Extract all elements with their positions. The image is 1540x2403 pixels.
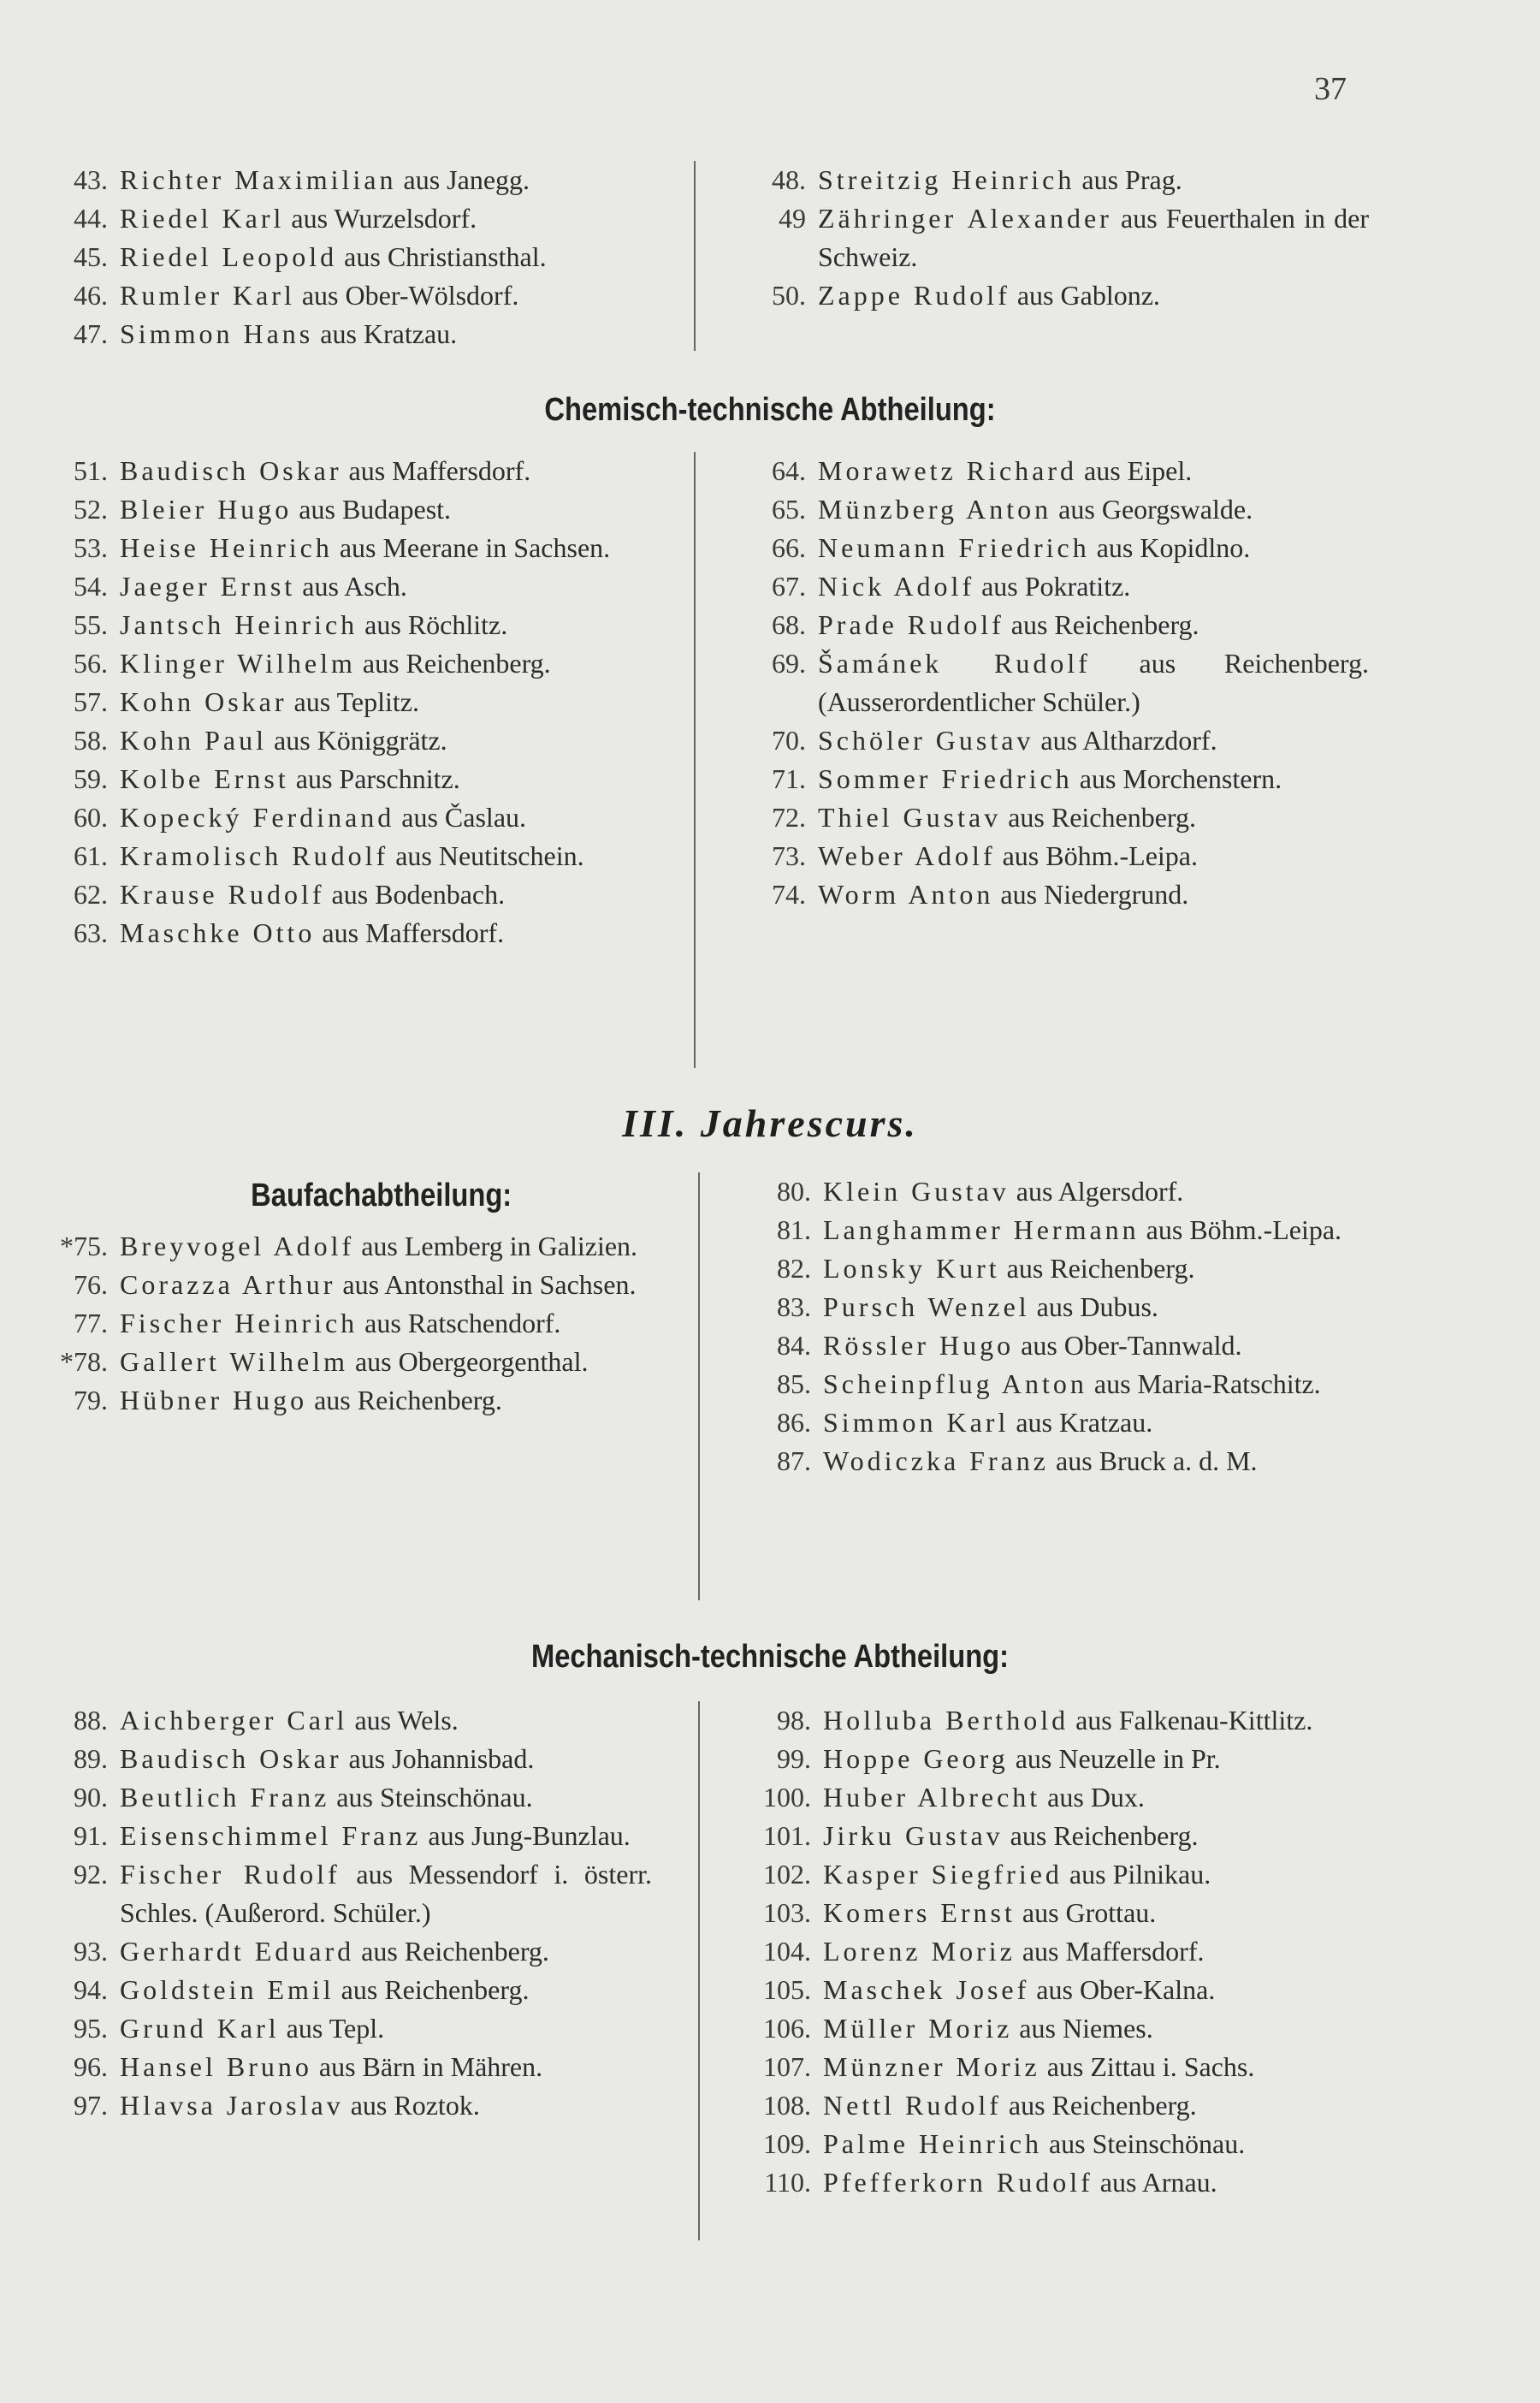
list-item [753, 276, 1369, 315]
entry-name: Rössler Hugo [823, 1330, 1015, 1361]
entry-origin: aus Zittau i. Sachs. [1040, 2051, 1255, 2082]
entry-name: Jirku Gustav [823, 1820, 1004, 1851]
entry-name: Streitzig Heinrich [818, 164, 1075, 195]
list-item [55, 1740, 652, 1778]
entry-origin: aus Morchenstern. [1072, 763, 1282, 794]
list-item [55, 2048, 652, 2086]
entry-name: Müller Moriz [823, 2013, 1013, 2044]
list-item [55, 199, 652, 238]
section-mechanisch [55, 1701, 1369, 2249]
entry-number: 49 [779, 203, 806, 234]
entry-number: 71. [772, 763, 806, 794]
list-item [758, 1288, 1369, 1326]
entry-name: Zappe Rudolf [818, 280, 1010, 311]
entry-origin: aus Steinschönau. [329, 1782, 533, 1813]
entry-number: 63. [74, 917, 108, 948]
entry-number: 65. [772, 494, 806, 525]
entry-origin: aus Grottau. [1015, 1897, 1157, 1928]
entry-origin: aus Meerane in Sachsen. [332, 532, 611, 563]
entry-name: Klinger Wilhelm [120, 648, 356, 679]
list-item [753, 567, 1369, 606]
entry-name: Fischer Heinrich [120, 1308, 358, 1338]
entry-origin: aus Böhm.-Leipa. [1139, 1214, 1342, 1245]
entry-number: 73. [772, 840, 806, 871]
list-item [758, 1403, 1369, 1442]
entry-name: Kohn Oskar [120, 686, 287, 717]
entry-origin: aus Pilnikau. [1062, 1859, 1211, 1890]
entry-number: 84. [777, 1330, 811, 1361]
entry-number: *78. [60, 1346, 108, 1377]
entry-name: Thiel Gustav [818, 802, 1002, 833]
entry-origin: aus Johannisbad. [341, 1743, 535, 1774]
entry-name: Kopecký Ferdinand [120, 802, 395, 833]
list-item [758, 1211, 1369, 1249]
entry-name: Wodiczka Franz [823, 1445, 1049, 1476]
column-right [758, 1172, 1369, 1480]
entry-number: 89. [74, 1743, 108, 1774]
entry-number: 50. [772, 280, 806, 311]
entry-number: 104. [763, 1936, 811, 1967]
entry-number: 107. [763, 2051, 811, 2082]
list-item [753, 644, 1369, 721]
list-item [55, 315, 652, 353]
column-left [55, 161, 652, 353]
list-item [753, 161, 1369, 199]
year-heading: III. Jahrescurs. [622, 1101, 918, 1145]
entry-origin: aus Niemes. [1012, 2013, 1153, 2044]
entry-number: 106. [763, 2013, 811, 2044]
entry-number: 99. [777, 1743, 811, 1774]
entry-name: Klein Gustav [823, 1176, 1010, 1207]
column-divider [694, 452, 696, 1068]
entry-name: Baudisch Oskar [120, 1743, 342, 1774]
entry-number: 110. [764, 2167, 811, 2198]
list-item [758, 1326, 1369, 1365]
list-item [55, 490, 652, 529]
entry-origin: aus Kopidlno. [1089, 532, 1251, 563]
entry-name: Hlavsa Jaroslav [120, 2090, 344, 2121]
list-item [758, 1971, 1369, 2009]
entry-origin: aus Kratzau. [313, 318, 458, 349]
entry-number: 92. [74, 1859, 108, 1890]
list-item [758, 1894, 1369, 1932]
entry-name: Palme Heinrich [823, 2128, 1042, 2159]
entry-name: Riedel Karl [120, 203, 285, 234]
entry-number: 54. [74, 571, 108, 602]
list-item [753, 529, 1369, 567]
entry-name: Corazza Arthur [120, 1269, 336, 1300]
list-item [753, 721, 1369, 760]
entry-origin: aus Roztok. [343, 2090, 480, 2121]
list-item [55, 1817, 652, 1855]
entry-number: 88. [74, 1705, 108, 1736]
list-item [758, 1778, 1369, 1817]
entry-name: Holluba Berthold [823, 1705, 1069, 1736]
entry-number: 85. [777, 1368, 811, 1399]
entry-origin: aus Reichenberg. [354, 1936, 549, 1967]
entry-name: Worm Anton [818, 879, 994, 910]
entry-number: 55. [74, 609, 108, 640]
entry-number: 56. [74, 648, 108, 679]
entry-name: Maschke Otto [120, 917, 316, 948]
entry-name: Sommer Friedrich [818, 763, 1073, 794]
entry-name: Kasper Siegfried [823, 1859, 1063, 1890]
list-item [753, 875, 1369, 914]
list-item [55, 1381, 652, 1420]
entry-origin: aus Böhm.-Leipa. [995, 840, 1198, 871]
entry-number: 82. [777, 1253, 811, 1284]
section-heading-chemisch: Chemisch-technische Abtheilung: [544, 392, 996, 428]
entry-name: Schöler Gustav [818, 725, 1034, 756]
list-item [758, 1172, 1369, 1211]
entry-number: 48. [772, 164, 806, 195]
list-item [758, 2048, 1369, 2086]
entry-origin: aus Maffersdorf. [341, 455, 531, 486]
entry-number: 59. [74, 763, 108, 794]
column-right [758, 1701, 1369, 2202]
entry-number: 69. [772, 648, 806, 679]
entry-origin: aus Ratschendorf. [358, 1308, 561, 1338]
entry-number: *75. [60, 1231, 108, 1261]
entry-name: Lonsky Kurt [823, 1253, 1000, 1284]
list-item [55, 1971, 652, 2009]
entry-name: Šamánek Rudolf [818, 648, 1091, 679]
entry-number: 87. [777, 1445, 811, 1476]
entry-origin: aus Lemberg in Galizien. [354, 1231, 638, 1261]
entry-number: 43. [74, 164, 108, 195]
list-item [758, 1249, 1369, 1288]
entry-number: 109. [763, 2128, 811, 2159]
list-item [758, 2009, 1369, 2048]
entry-name: Weber Adolf [818, 840, 996, 871]
entry-name: Scheinpflug Anton [823, 1368, 1087, 1399]
entry-origin: aus Maffersdorf. [1015, 1936, 1205, 1967]
list-item [55, 760, 652, 798]
page-number: 37 [1314, 71, 1347, 107]
list-item [758, 2086, 1369, 2125]
entry-number: 53. [74, 532, 108, 563]
list-item [753, 199, 1369, 276]
list-item [758, 1855, 1369, 1894]
entry-name: Gerhardt Eduard [120, 1936, 355, 1967]
column-divider [698, 1701, 700, 2240]
entry-origin: aus Tepl. [279, 2013, 385, 2044]
entry-origin: aus Reichenberg. [1003, 1820, 1199, 1851]
column-right [753, 452, 1369, 914]
column-left [55, 1701, 652, 2125]
entry-origin: aus Reichenberg. [999, 1253, 1195, 1284]
entry-number: 66. [772, 532, 806, 563]
list-item [55, 1304, 652, 1343]
list-item [55, 2086, 652, 2125]
list-item [758, 2163, 1369, 2202]
entry-origin: aus Dux. [1040, 1782, 1145, 1813]
entry-name: Krause Rudolf [120, 879, 325, 910]
list-item [758, 1365, 1369, 1403]
list-item [55, 238, 652, 276]
entry-origin: aus Budapest. [292, 494, 452, 525]
entry-name: Goldstein Emil [120, 1974, 335, 2005]
list-item [55, 1266, 652, 1304]
entry-origin: aus Reichenberg. (Ausserordentlicher Schüler.) [818, 648, 1370, 717]
entry-number: 83. [777, 1291, 811, 1322]
entry-origin: aus Reichenberg. [1004, 609, 1199, 640]
entry-origin: aus Gablonz. [1010, 280, 1160, 311]
entry-origin: aus Prag. [1075, 164, 1182, 195]
list-item [753, 837, 1369, 875]
entry-number: 91. [74, 1820, 108, 1851]
entry-name: Bleier Hugo [120, 494, 293, 525]
list-item [55, 914, 652, 952]
list-item [55, 529, 652, 567]
column-left [55, 1227, 652, 1420]
list-item [55, 1343, 652, 1381]
entry-number: 57. [74, 686, 108, 717]
entry-name: Jantsch Heinrich [120, 609, 358, 640]
entry-number: 67. [772, 571, 806, 602]
list-item [753, 490, 1369, 529]
section-heading-bau: Baufachabtheilung: [251, 1178, 512, 1213]
entry-name: Aichberger Carl [120, 1705, 348, 1736]
entry-name: Hoppe Georg [823, 1743, 1009, 1774]
list-item [55, 276, 652, 315]
entry-number: 51. [74, 455, 108, 486]
list-item [758, 2125, 1369, 2163]
entry-number: 100. [763, 1782, 811, 1813]
entry-name: Münzner Moriz [823, 2051, 1040, 2082]
entry-number: 44. [74, 203, 108, 234]
entry-origin: aus Asch. [295, 571, 407, 602]
column-divider [698, 1172, 700, 1600]
list-item [55, 1227, 652, 1266]
entry-origin: aus Röchlitz. [358, 609, 508, 640]
section-heading-mechanisch: Mechanisch-technische Abtheilung: [530, 1639, 1010, 1675]
section-chemisch [55, 452, 1369, 1068]
entry-number: 105. [763, 1974, 811, 2005]
list-item [55, 1855, 652, 1932]
entry-name: Pursch Wenzel [823, 1291, 1030, 1322]
entry-name: Heise Heinrich [120, 532, 333, 563]
list-item [55, 1932, 652, 1971]
entry-origin: aus Parschnitz. [288, 763, 460, 794]
entry-number: 80. [777, 1176, 811, 1207]
entry-number: 77. [74, 1308, 108, 1338]
entry-number: 62. [74, 879, 108, 910]
entry-origin: aus Jung-Bunzlau. [421, 1820, 631, 1851]
entry-origin: aus Georgswalde. [1051, 494, 1253, 525]
entry-number: 70. [772, 725, 806, 756]
entry-number: 101. [763, 1820, 811, 1851]
entry-number: 108. [763, 2090, 811, 2121]
list-item [753, 760, 1369, 798]
entry-name: Grund Karl [120, 2013, 280, 2044]
column-right [753, 161, 1369, 315]
entry-number: 68. [772, 609, 806, 640]
entry-origin: aus Feuerthalen in der Schweiz. [818, 203, 1370, 272]
entry-origin: aus Reichenberg. [307, 1385, 502, 1415]
entry-number: 60. [74, 802, 108, 833]
entry-number: 94. [74, 1974, 108, 2005]
entry-origin: aus Reichenberg. [355, 648, 551, 679]
entry-name: Kolbe Ernst [120, 763, 289, 794]
entry-name: Simmon Karl [823, 1407, 1010, 1438]
list-item [55, 1778, 652, 1817]
list-item [753, 798, 1369, 837]
entry-origin: aus Algersdorf. [1009, 1176, 1184, 1207]
entry-name: Neumann Friedrich [818, 532, 1090, 563]
column-divider [694, 161, 696, 351]
entry-origin: aus Bärn in Mähren. [311, 2051, 543, 2082]
list-item [753, 452, 1369, 490]
entry-origin: aus Reichenberg. [1001, 802, 1196, 833]
entry-name: Hansel Bruno [120, 2051, 312, 2082]
list-item [758, 1442, 1369, 1480]
entry-origin: aus Maffersdorf. [315, 917, 505, 948]
column-left-wrap [55, 1172, 652, 1420]
entry-number: 79. [74, 1385, 108, 1415]
entry-origin: aus Kratzau. [1009, 1407, 1153, 1438]
entry-origin: aus Christiansthal. [337, 241, 547, 272]
entry-origin: aus Neutitschein. [388, 840, 584, 871]
column-left [55, 452, 652, 952]
entry-name: Langhammer Hermann [823, 1214, 1140, 1245]
entry-origin: aus Obergeorgenthal. [347, 1346, 589, 1377]
entry-name: Morawetz Richard [818, 455, 1078, 486]
list-item [55, 606, 652, 644]
entry-origin: aus Bruck a. d. M. [1049, 1445, 1258, 1476]
entry-number: 90. [74, 1782, 108, 1813]
entry-origin: aus Teplitz. [287, 686, 419, 717]
entry-origin: aus Dubus. [1029, 1291, 1158, 1322]
entry-number: 86. [777, 1407, 811, 1438]
entry-name: Maschek Josef [823, 1974, 1030, 2005]
entry-name: Fischer Rudolf [120, 1859, 341, 1890]
list-item [55, 161, 652, 199]
entry-origin: aus Steinschönau. [1041, 2128, 1246, 2159]
entry-name: Simmon Hans [120, 318, 314, 349]
list-item [758, 1740, 1369, 1778]
entry-number: 103. [763, 1897, 811, 1928]
entry-origin: aus Ober-Wölsdorf. [294, 280, 519, 311]
entry-origin: aus Ober-Tannwald. [1014, 1330, 1242, 1361]
entry-name: Riedel Leopold [120, 241, 338, 272]
entry-number: 47. [74, 318, 108, 349]
entry-number: 98. [777, 1705, 811, 1736]
entry-origin: aus Königgrätz. [267, 725, 447, 756]
entry-number: 64. [772, 455, 806, 486]
entry-number: 93. [74, 1936, 108, 1967]
entry-number: 102. [763, 1859, 811, 1890]
list-item [758, 1701, 1369, 1740]
entry-name: Münzberg Anton [818, 494, 1052, 525]
entry-name: Zähringer Alexander [818, 203, 1112, 234]
entry-name: Prade Rudolf [818, 609, 1004, 640]
entry-name: Breyvogel Adolf [120, 1231, 355, 1261]
entry-number: 58. [74, 725, 108, 756]
entry-name: Nick Adolf [818, 571, 975, 602]
entry-name: Gallert Wilhelm [120, 1346, 348, 1377]
entry-origin: aus Eipel. [1077, 455, 1193, 486]
entry-origin: aus Reichenberg. [334, 1974, 530, 2005]
entry-name: Pfefferkorn Rudolf [823, 2167, 1093, 2198]
entry-name: Huber Albrecht [823, 1782, 1041, 1813]
list-item [55, 721, 652, 760]
entry-origin: aus Reichenberg. [1001, 2090, 1197, 2121]
entry-number: 95. [74, 2013, 108, 2044]
entry-name: Kramolisch Rudolf [120, 840, 389, 871]
list-item [758, 1817, 1369, 1855]
entry-name: Rumler Karl [120, 280, 295, 311]
entry-origin: aus Niedergrund. [993, 879, 1189, 910]
entry-name: Beutlich Franz [120, 1782, 330, 1813]
section-bau [55, 1172, 1369, 1600]
entry-origin: aus Bodenbach. [324, 879, 506, 910]
entry-number: 72. [772, 802, 806, 833]
entry-name: Richter Maximilian [120, 164, 397, 195]
entry-name: Kohn Paul [120, 725, 267, 756]
entry-origin: aus Pokratitz. [974, 571, 1131, 602]
entry-name: Jaeger Ernst [120, 571, 296, 602]
entry-number: 96. [74, 2051, 108, 2082]
list-item [55, 837, 652, 875]
list-item [55, 644, 652, 683]
entry-origin: aus Časlau. [394, 802, 527, 833]
entry-name: Nettl Rudolf [823, 2090, 1002, 2121]
entry-name: Lorenz Moriz [823, 1936, 1016, 1967]
entry-origin: aus Janegg. [396, 164, 530, 195]
entry-origin: aus Wurzelsdorf. [284, 203, 477, 234]
entry-number: 97. [74, 2090, 108, 2121]
entry-number: 45. [74, 241, 108, 272]
entry-origin: aus Wels. [347, 1705, 459, 1736]
list-item [55, 798, 652, 837]
entry-name: Eisenschimmel Franz [120, 1820, 422, 1851]
entry-number: 76. [74, 1269, 108, 1300]
entry-origin: aus Falkenau-Kittlitz. [1069, 1705, 1313, 1736]
entry-number: 81. [777, 1214, 811, 1245]
entry-name: Komers Ernst [823, 1897, 1016, 1928]
entry-name: Baudisch Oskar [120, 455, 342, 486]
section-top [55, 161, 1369, 353]
list-item [55, 875, 652, 914]
entry-origin: aus Messendorf i. österr. Schles. (Außerord. Schüler.) [120, 1859, 653, 1928]
entry-origin: aus Neuzelle in Pr. [1008, 1743, 1221, 1774]
entry-number: 52. [74, 494, 108, 525]
list-item [55, 452, 652, 490]
entry-origin: aus Maria-Ratschitz. [1087, 1368, 1321, 1399]
list-item [55, 567, 652, 606]
list-item [55, 1701, 652, 1740]
entry-origin: aus Antonsthal in Sachsen. [335, 1269, 637, 1300]
list-item [55, 2009, 652, 2048]
entry-number: 61. [74, 840, 108, 871]
list-item [55, 683, 652, 721]
list-item [753, 606, 1369, 644]
entry-origin: aus Altharzdorf. [1034, 725, 1217, 756]
entry-origin: aus Arnau. [1093, 2167, 1217, 2198]
entry-number: 46. [74, 280, 108, 311]
entry-number: 74. [772, 879, 806, 910]
entry-origin: aus Ober-Kalna. [1029, 1974, 1216, 2005]
list-item [758, 1932, 1369, 1971]
entry-name: Hübner Hugo [120, 1385, 308, 1415]
